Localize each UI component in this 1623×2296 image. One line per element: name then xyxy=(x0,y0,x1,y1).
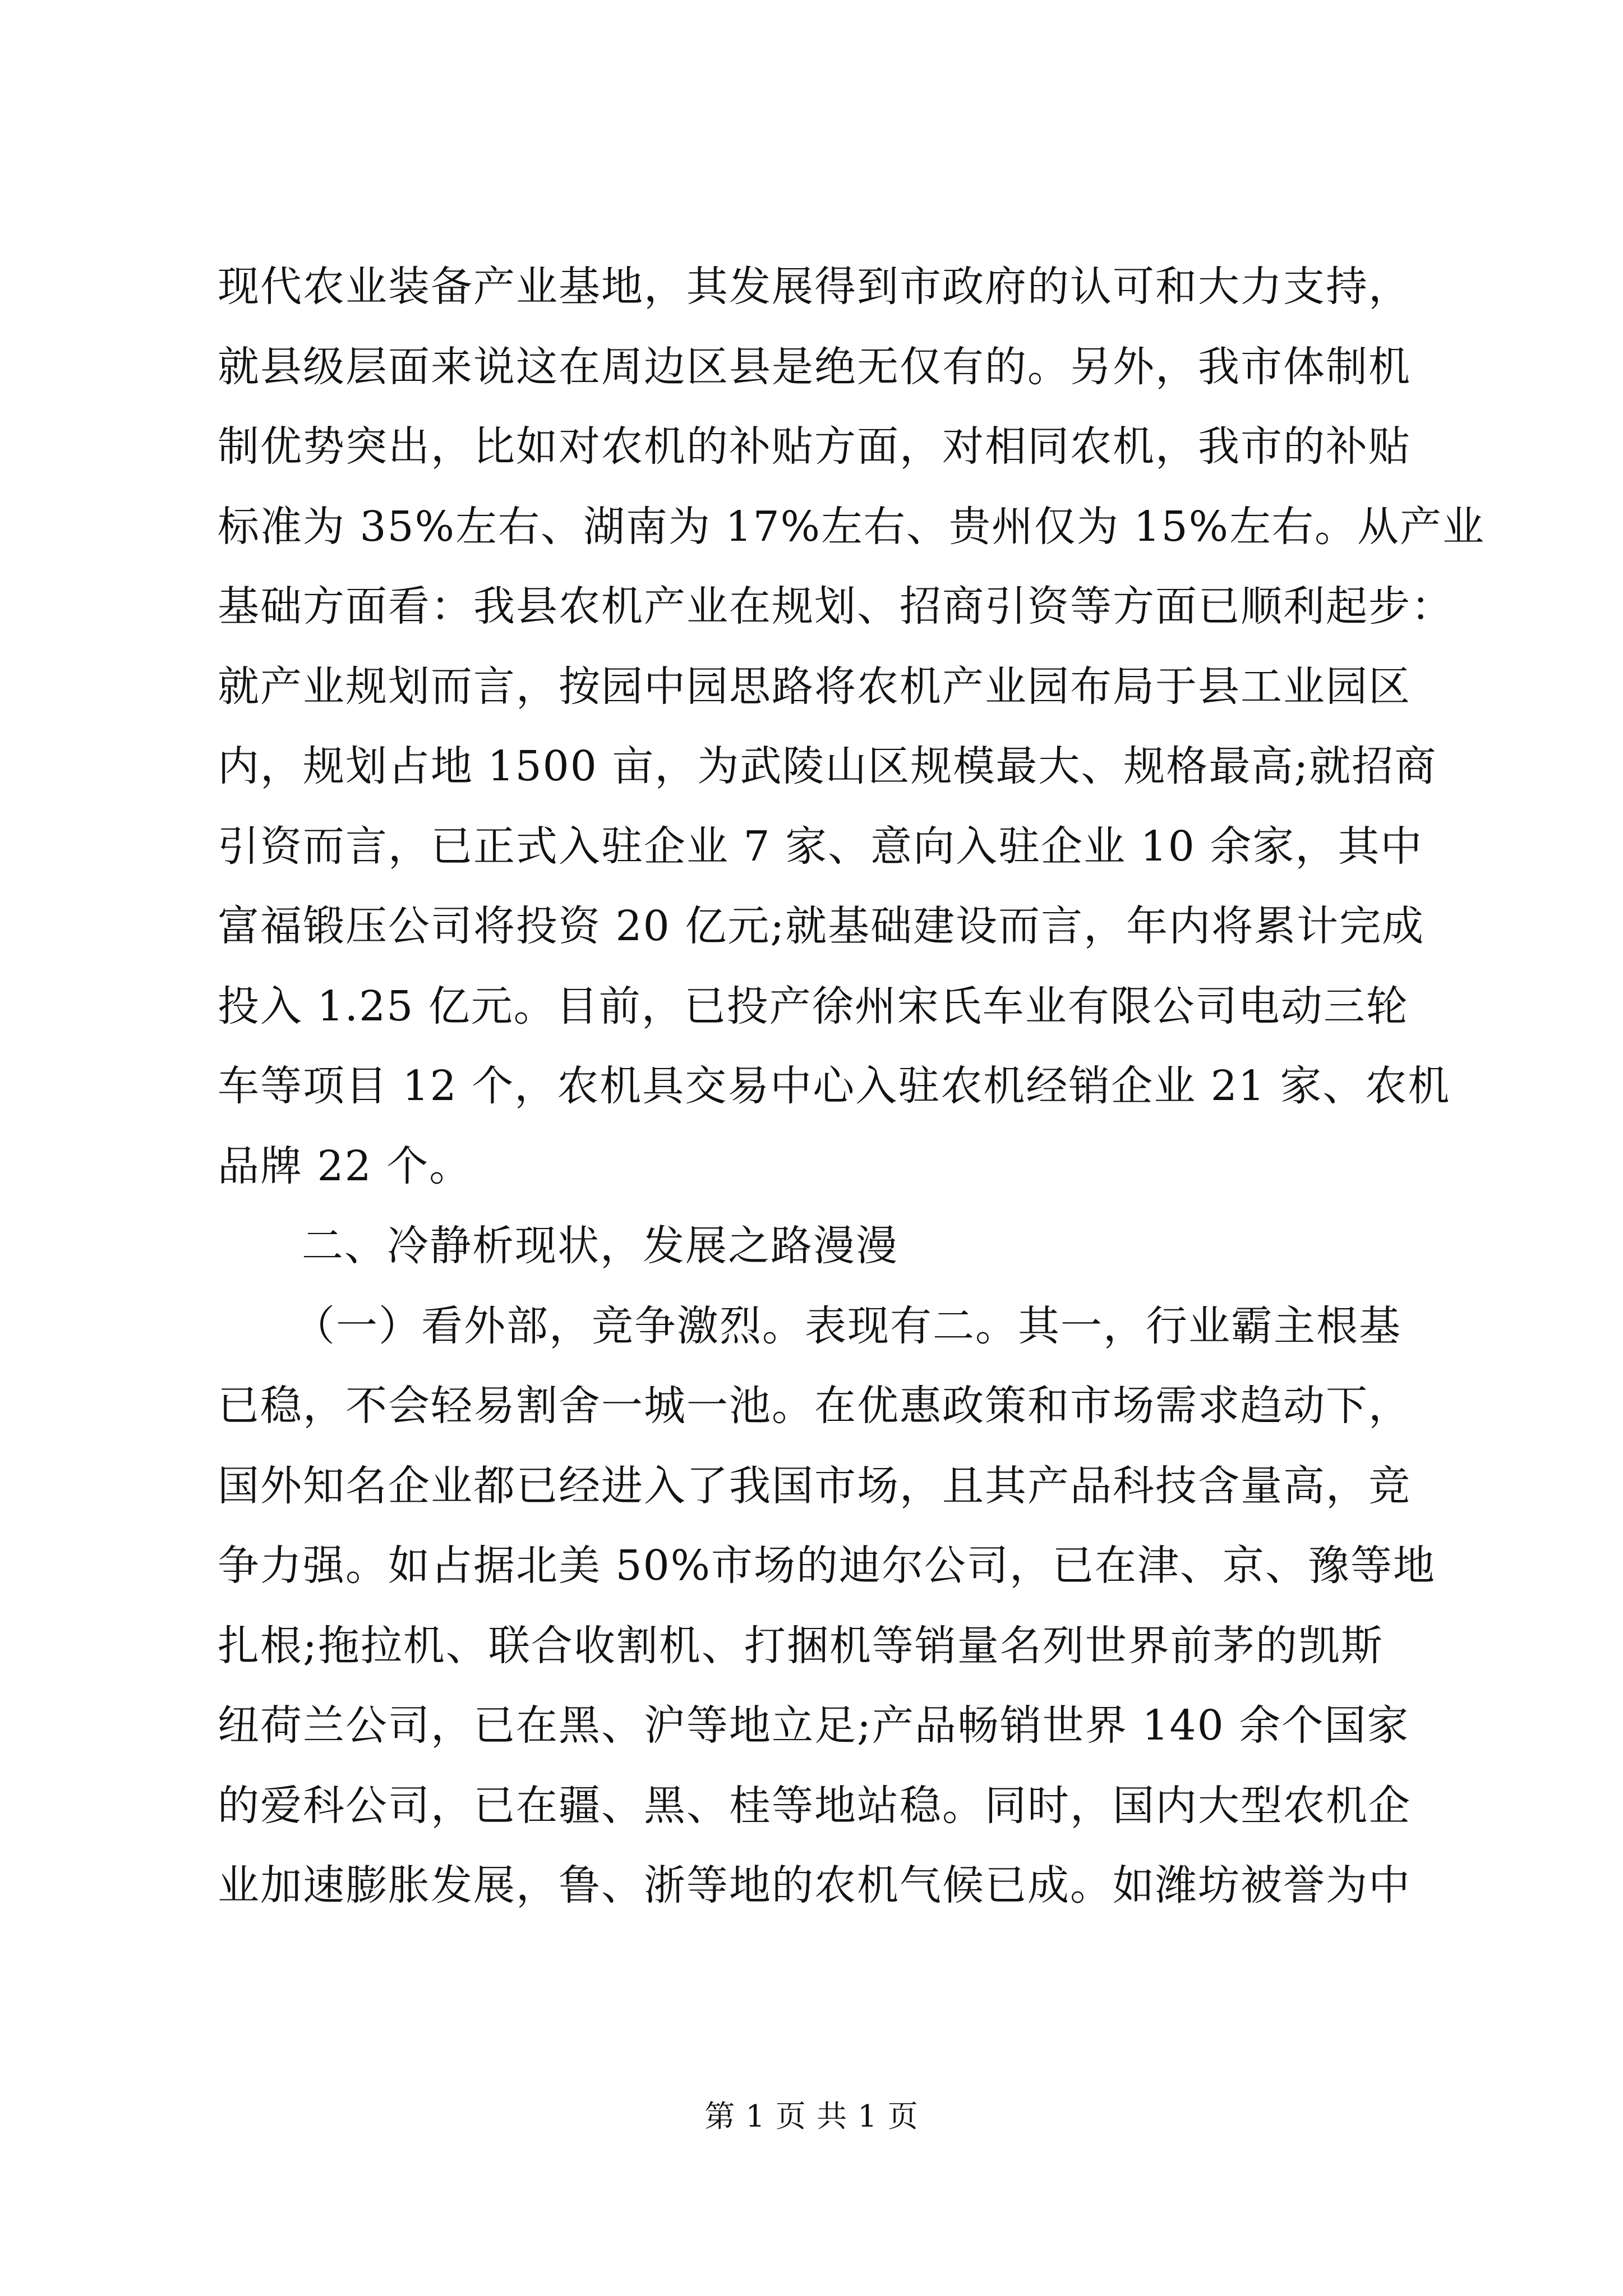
text-line: 富福锻压公司将投资 20 亿元;就基础建设而言，年内将累计完成 xyxy=(218,902,1425,950)
text-line: 扎根;拖拉机、联合收割机、打捆机等销量名列世界前茅的凯斯 xyxy=(218,1621,1384,1670)
page-number-footer: 第 1 页 共 1 页 xyxy=(704,2099,919,2134)
text-line: 已稳，不会轻易割舍一城一池。在优惠政策和市场需求趋动下， xyxy=(218,1382,1411,1430)
text-line: 投入 1.25 亿元。目前，已投产徐州宋氏车业有限公司电动三轮 xyxy=(218,982,1409,1030)
text-line: 的爱科公司，已在疆、黑、桂等地站稳。同时，国内大型农机企 xyxy=(218,1781,1411,1830)
text-line: 制优势突出，比如对农机的补贴方面，对相同农机，我市的补贴 xyxy=(218,422,1411,471)
text-line: 品牌 22 个。 xyxy=(218,1142,472,1190)
text-line: 纽荷兰公司，已在黑、沪等地立足;产品畅销世界 140 余个国家 xyxy=(218,1701,1410,1750)
text-line: 引资而言，已正式入驻企业 7 家、意向入驻企业 10 余家，其中 xyxy=(218,822,1423,871)
text-line: 就县级层面来说这在周边区县是绝无仅有的。另外，我市体制机 xyxy=(218,342,1411,391)
subsection-first-line: （一）看外部，竞争激烈。表现有二。其一，行业霸主根基 xyxy=(293,1301,1401,1350)
document-body xyxy=(218,247,1485,1926)
text-line: 基础方面看：我县农机产业在规划、招商引资等方面已顺利起步： xyxy=(218,582,1454,631)
section-heading: 二、冷静析现状，发展之路漫漫 xyxy=(302,1222,898,1270)
text-line: 车等项目 12 个，农机具交易中心入驻农机经销企业 21 家、农机 xyxy=(218,1062,1451,1110)
text-line: 争力强。如占据北美 50%市场的迪尔公司，已在津、京、豫等地 xyxy=(218,1542,1436,1590)
text-line: 业加速膨胀发展，鲁、浙等地的农机气候已成。如潍坊被誉为中 xyxy=(218,1861,1411,1910)
text-line: 就产业规划而言，按园中园思路将农机产业园布局于县工业园区 xyxy=(218,662,1411,711)
text-line: 国外知名企业都已经进入了我国市场，且其产品科技含量高，竞 xyxy=(218,1461,1411,1510)
text-line: 现代农业装备产业基地，其发展得到市政府的认可和大力支持， xyxy=(218,263,1411,311)
text-line: 标准为 35%左右、湖南为 17%左右、贵州仅为 15%左右。从产业 xyxy=(218,502,1485,551)
text-line: 内，规划占地 1500 亩，为武陵山区规模最大、规格最高;就招商 xyxy=(218,742,1437,790)
